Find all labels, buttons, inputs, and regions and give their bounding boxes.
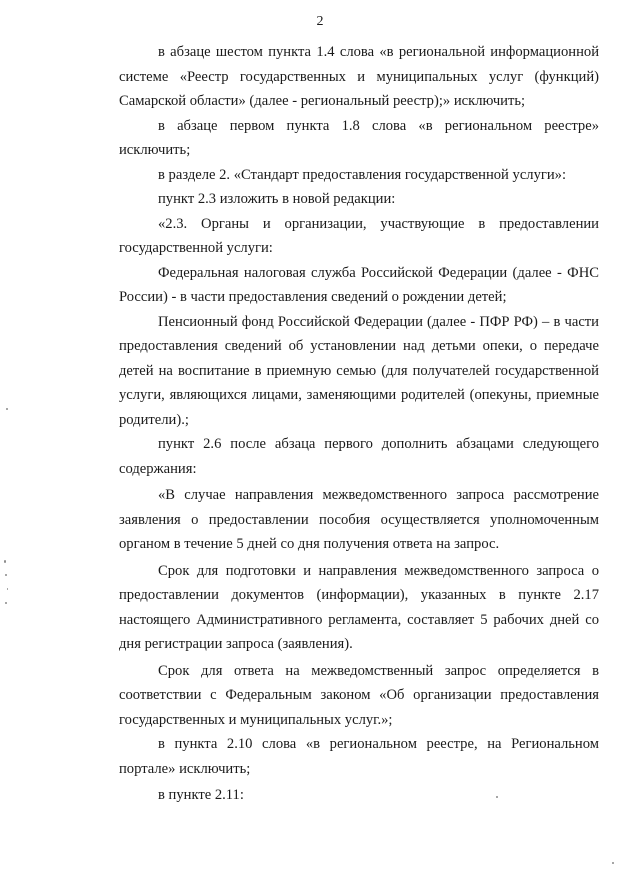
- paragraph-1: в абзаце шестом пункта 1.4 слова «в региональной информационной системе «Реестр государственных и муниципальных услуг (функций) Самарской области» (далее - региональный реестр);» исключить;: [119, 44, 599, 109]
- paragraph-13: в пункте 2.11:: [158, 787, 244, 803]
- scan-speck: [4, 560, 6, 563]
- page-number: 2: [316, 14, 324, 29]
- scan-speck: [612, 862, 614, 864]
- scan-speck: [5, 574, 7, 576]
- paragraph-10: Срок для подготовки и направления межведомственного запроса о предоставлении документов (информации), указанных в пункте 2.17 настоящего Административного регламента, составляет 5 рабочих дней со дня регистрации запроса (заявления).: [119, 562, 599, 652]
- paragraph-4: пункт 2.3 изложить в новой редакции:: [158, 191, 396, 207]
- scan-speck: [6, 408, 8, 410]
- paragraph-5: «2.3. Органы и организации, участвующие в предоставлении государственной услуги:: [119, 215, 599, 256]
- paragraph-12: в пункта 2.10 слова «в региональном реестре, на Региональном портале» исключить;: [119, 736, 599, 777]
- paragraph-9: «В случае направления межведомственного запроса рассмотрение заявления о предоставлении пособия осуществляется уполномоченным органом в течение 5 дней со дня получения ответа на запрос.: [119, 487, 599, 552]
- paragraph-3: в разделе 2. «Стандарт предоставления государственной услуги»:: [158, 166, 567, 183]
- scan-speck: [496, 796, 498, 798]
- paragraph-2: в абзаце первом пункта 1.8 слова «в региональном реестре» исключить;: [119, 117, 599, 158]
- document-body: [119, 40, 599, 808]
- paragraph-7: Пенсионный фонд Российской Федерации (далее - ПФР РФ) – в части предоставления сведений об установлении над детьми опеки, о передаче детей на воспитание в приемную семью (для получателей государственной услуги, являющихся лицами, заменяющими родителей (опекуны, приемные родители).;: [119, 313, 599, 428]
- paragraph-6: Федеральная налоговая служба Российской Федерации (далее - ФНС России) - в части предоставления сведений о рождении детей;: [119, 264, 599, 305]
- paragraph-11: Срок для ответа на межведомственный запрос определяется в соответствии с Федеральным законом «Об организации предоставления государственных и муниципальных услуг.»;: [119, 662, 599, 728]
- paragraph-8: пункт 2.6 после абзаца первого дополнить абзацами следующего содержания:: [119, 436, 599, 477]
- scan-speck: [7, 588, 8, 590]
- scan-speck: [5, 602, 7, 604]
